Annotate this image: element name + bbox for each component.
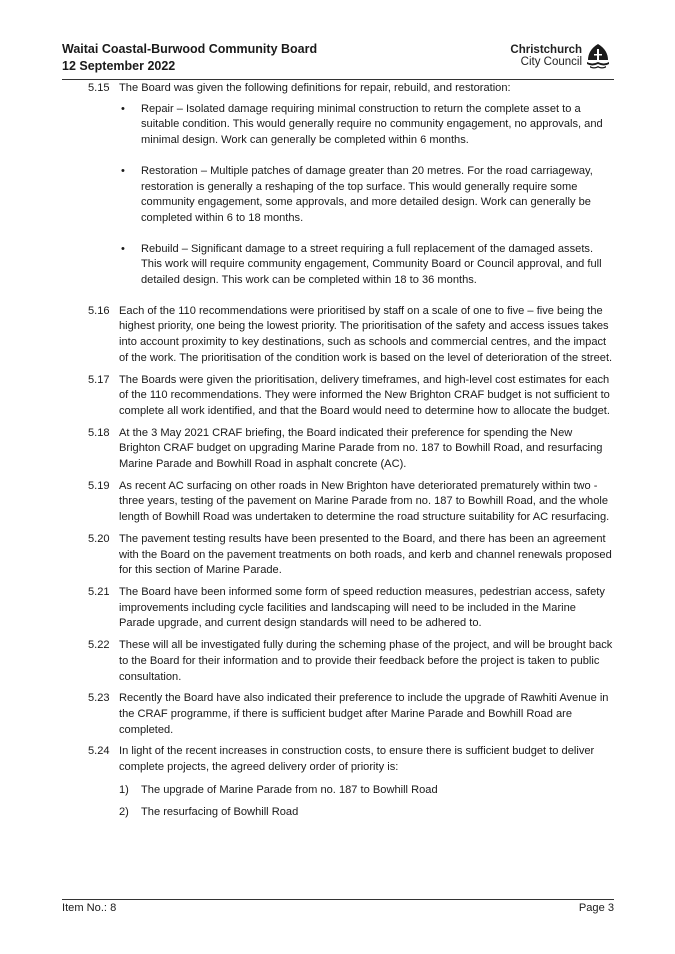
- section-5-20: [62, 532, 614, 579]
- header-divider: [62, 79, 614, 80]
- section-number: 5.18: [88, 426, 110, 439]
- section-number: 5.17: [88, 373, 110, 386]
- list-number: 2): [119, 806, 129, 819]
- bullet-text: Restoration – Multiple patches of damage greater than 20 metres. For the road carriageway, restoration is generally a reshaping of the top surface. This would generally require some community engagement, some approvals, and more detailed design. Work can generally be completed within 6 to 18 months.: [141, 164, 593, 224]
- logo-line1: Christchurch: [510, 44, 582, 56]
- section-number: 5.19: [88, 479, 110, 492]
- item-number: Item No.: 8: [62, 902, 117, 914]
- header-date: 12 September 2022: [62, 59, 176, 73]
- footer-divider: [62, 899, 614, 900]
- section-number: 5.15: [88, 82, 110, 94]
- section-5-16: [62, 304, 614, 367]
- definition-list: [62, 102, 614, 289]
- section-text: The pavement testing results have been presented to the Board, and there has been an agreement with the Board on the pavement treatments on both roads, and kerb and channel renewals proposed for this section of Marine Parade.: [119, 532, 612, 577]
- section-text: At the 3 May 2021 CRAF briefing, the Board indicated their preference for spending the New Brighton CRAF budget on upgrading Marine Parade from no. 187 to Bowhill Road, and resurfacing Marine Parade and Bowhill Road in asphalt concrete (AC).: [119, 426, 603, 471]
- section-text: In light of the recent increases in construction costs, to ensure there is sufficient budget to deliver complete projects, the agreed delivery order of priority is:: [119, 745, 595, 774]
- list-text: The resurfacing of Bowhill Road: [141, 806, 299, 819]
- section-text: The Board have been informed some form of speed reduction measures, pedestrian access, safety improvements including cycle facilities and landscaping will need to be included in the Marine Parade upgrade, and current design standards will need to be adhered to.: [119, 585, 605, 630]
- section-text: The Board was given the following definitions for repair, rebuild, and restoration:: [119, 82, 511, 94]
- page-footer: [62, 902, 614, 914]
- section-5-19: [62, 479, 614, 526]
- logo-line2: City Council: [520, 56, 582, 68]
- section-5-18: [62, 426, 614, 473]
- priority-list: [62, 783, 614, 821]
- bullet-icon: •: [121, 102, 125, 115]
- section-5-23: [62, 691, 614, 738]
- section-5-22: [62, 638, 614, 685]
- section-text: As recent AC surfacing on other roads in New Brighton have deteriorated prematurely within two - three years, testing of the pavement on Marine Parade from no. 187 to Bowhill Road, and the whole length of Bowhill Road was undertaken to determine the road structure suitability for AC resurfacing.: [119, 479, 610, 524]
- section-number: 5.16: [88, 304, 110, 317]
- section-number: 5.20: [88, 532, 110, 545]
- section-5-15: [62, 81, 614, 97]
- page-number: Page 3: [578, 902, 614, 914]
- section-number: 5.24: [88, 745, 110, 758]
- section-5-24: [62, 744, 614, 775]
- section-text: Each of the 110 recommendations were prioritised by staff on a scale of one to five – five being the highest priority, one being the lowest priority. The prioritisation of the safety and access issues takes into account proximity to key destinations, such as schools and commercial centres, and the impact of the work. The prioritisation of the condition work is based on the level of deterioration of the street.: [119, 304, 613, 364]
- section-text: The Boards were given the prioritisation, delivery timeframes, and high-level cost estimates for each of the 110 recommendations. They were informed the New Brighton CRAF budget is not sufficient to complete all work identified, and that the Board would need to determine how to allocate the budget.: [119, 373, 610, 417]
- section-number: 5.23: [88, 692, 110, 705]
- section-text: These will all be investigated fully during the scheming phase of the project, and will be brought back to the Board for their information and to provide their feedback before the project is taken to public consultation.: [119, 639, 613, 683]
- bullet-icon: •: [121, 242, 125, 255]
- bullet-text: Rebuild – Significant damage to a street requiring a full replacement of the damaged assets. This work will require community engagement, Community Board or Council approval, and full detailed design. This work can be completed within 18 to 36 months.: [141, 242, 602, 287]
- bullet-text: Repair – Isolated damage requiring minimal construction to return the complete asset to a suitable condition. This would generally require no community engagement, no approvals, and minimal design. Work can generally be completed within 6 months.: [141, 102, 603, 147]
- section-number: 5.21: [88, 585, 110, 598]
- list-item: [119, 242, 614, 289]
- list-item: [119, 164, 614, 227]
- section-number: 5.22: [88, 639, 110, 652]
- bullet-icon: •: [121, 164, 125, 177]
- list-item: [119, 783, 614, 799]
- council-logo: [510, 41, 610, 71]
- section-text: Recently the Board have also indicated their preference to include the upgrade of Rawhiti Avenue in the CRAF programme, if there is sufficient budget after Marine Parade and Bowhill Road are completed.: [119, 692, 609, 736]
- list-item: [119, 805, 614, 821]
- list-number: 1): [119, 783, 129, 796]
- page-header: [62, 41, 610, 77]
- section-5-17: [62, 373, 614, 420]
- header-title: Waitai Coastal-Burwood Community Board: [62, 42, 318, 56]
- section-5-21: [62, 585, 614, 632]
- cathedral-logo-icon: [586, 43, 610, 69]
- list-text: The upgrade of Marine Parade from no. 187 to Bowhill Road: [141, 783, 438, 796]
- list-item: [119, 102, 614, 149]
- document-body: [62, 81, 614, 828]
